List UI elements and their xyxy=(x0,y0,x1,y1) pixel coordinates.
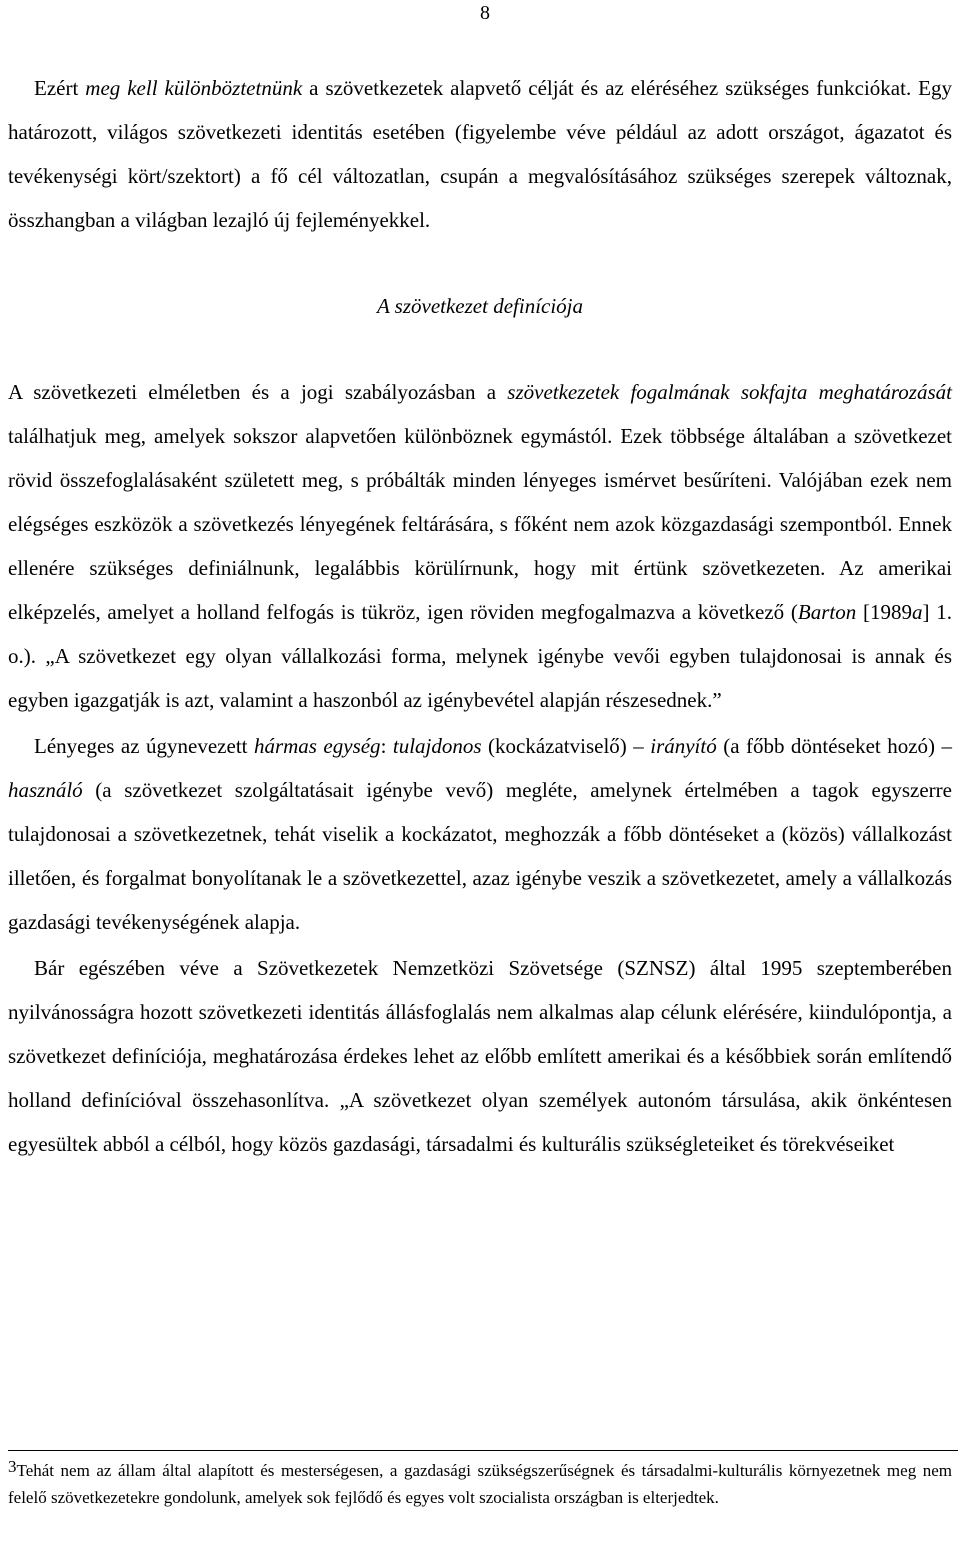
triple-unity-paragraph xyxy=(8,724,952,944)
footnote-marker: 3 xyxy=(8,1457,17,1476)
triple-emphasis-4: használó xyxy=(8,778,83,802)
intro-paragraph xyxy=(8,66,952,242)
triple-text-1: Lényeges az úgynevezett xyxy=(34,734,254,758)
definition-text-4: ] 1. o.). „A szövetkezet egy olyan vállalkozási forma, melynek igénybe vevői egyben tulajdonosai is annak és egyben igazgatják is azt, valamint a haszonból az igénybevétel alapján részesednek.” xyxy=(8,600,952,712)
intro-text-1: Ezért xyxy=(34,76,86,100)
page-body xyxy=(8,66,952,1166)
intro-text-2: a szövetkezetek alapvető célját és az eléréséhez szükséges funkciókat. Egy határozott, világos szövetkezeti identitás esetében (figyelembe véve például az adott országot, ágazatot és tevékenységi kört/szektort) a fő cél változatlan, csupán a megvalósításához szükséges szerepek változnak, összhangban a világban lezajló új fejleményekkel. xyxy=(8,76,953,232)
citation-author: Barton xyxy=(797,600,857,624)
definition-text-1: A szövetkezeti elméletben és a jogi szabályozásban a xyxy=(8,380,508,404)
triple-emphasis-3: irányító xyxy=(650,734,717,758)
triple-emphasis-2: tulajdonos xyxy=(392,734,482,758)
citation-suffix: a xyxy=(912,600,923,624)
triple-text-2: : xyxy=(380,734,393,758)
page-number: 8 xyxy=(480,2,490,24)
triple-text-4: (a főbb döntéseket hozó) – xyxy=(716,734,952,758)
footnote-divider xyxy=(8,1450,958,1451)
triple-text-5: (a szövetkezet szolgáltatásait igénybe vevő) megléte, amelynek értelmében a tagok egyszerre tulajdonosai a szövetkezetnek, tehát viselik a kockázatot, meghozzák a főbb döntéseket a (közös) vállalkozást illetően, és forgalmat bonyolítanak le a szövetkezettel, azaz igénybe veszik a szövetkezetet, amely a vállalkozás gazdasági tevékenységének alapja. xyxy=(8,778,952,934)
definition-text-2: találhatjuk meg, amelyek sokszor alapvetően különböznek egymástól. Ezek többsége általában a szövetkezet rövid összefoglalásaként született meg, s próbálták minden lényeges ismérvet besűríteni. Valójában ezek nem elégséges eszközök a szövetkezés lényegének feltárására, s főként nem azok közgazdasági szempontból. Ennek ellenére szükséges definiálnunk, legalábbis körülírnunk, hogy mit értünk szövetkezeten. Az amerikai elképzelés, amelyet a holland felfogás is tükröz, igen röviden megfogalmazva a következő ( xyxy=(8,424,952,624)
triple-emphasis-1: hármas egység xyxy=(253,734,381,758)
footnote xyxy=(8,1457,952,1511)
sznsz-paragraph: Bár egészében véve a Szövetkezetek Nemzetközi Szövetsége (SZNSZ) által 1995 szeptemberében nyilvánosságra hozott szövetkezeti identitás állásfoglalás nem alkalmas alap célunk elérésére, kiindulópontja, a szövetkezet definíciója, meghatározása érdekes lehet az előbb említett amerikai és a későbbiek során említendő holland definícióval összehasonlítva. „A szövetkezet olyan személyek autonóm társulása, akik önkéntesen egyesültek abból a célból, hogy közös gazdasági, társadalmi és kulturális szükségleteiket és törekvéseiket xyxy=(8,956,952,1156)
footnote-text: Tehát nem az állam által alapított és mesterségesen, a gazdasági szükségszerűségnek és társadalmi-kulturális környezetnek meg nem felelő szövetkezetekre gondolunk, amelyek sok fejlődő és egyes volt szocialista országban is elterjedtek. xyxy=(8,1461,952,1507)
definition-text-3: [1989 xyxy=(856,600,912,624)
definition-emphasis-1: szövetkezetek fogalmának sokfajta meghatározását xyxy=(507,380,952,404)
section-heading: A szövetkezet definíciója xyxy=(376,294,584,318)
intro-emphasis: meg kell különböztetnünk xyxy=(85,76,303,100)
definition-paragraph xyxy=(8,370,952,722)
triple-text-3: (kockázatviselő) – xyxy=(481,734,651,758)
